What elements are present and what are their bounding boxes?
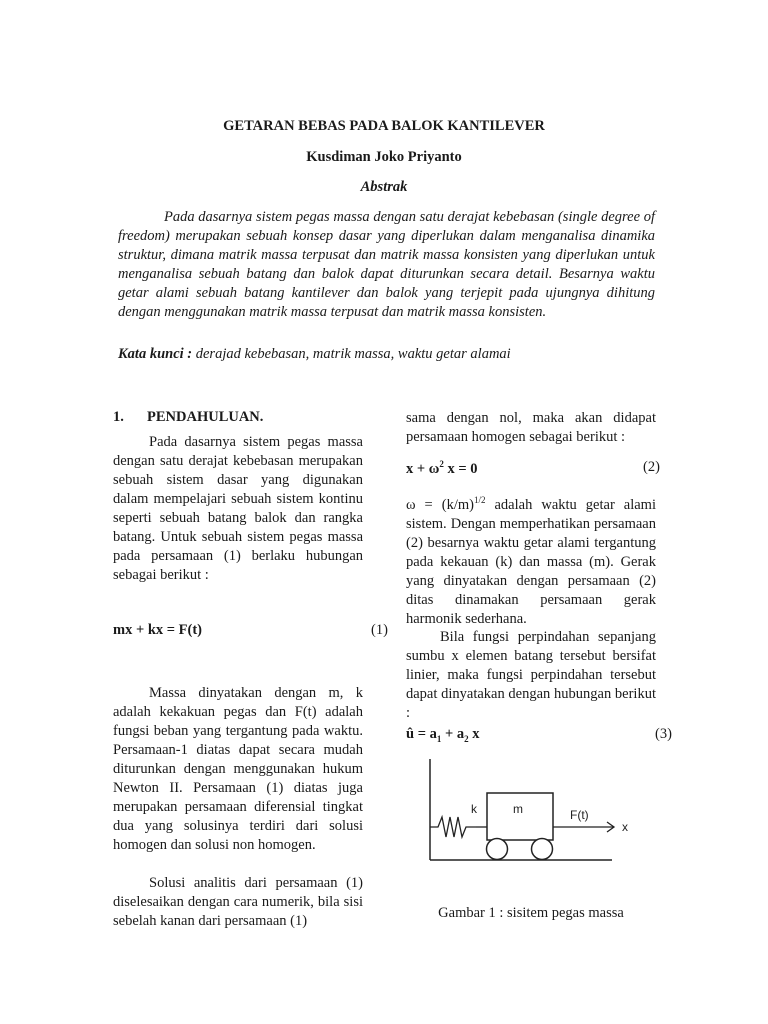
abstract-heading: Abstrak xyxy=(360,179,408,195)
section1-paragraph-1: Pada dasarnya sistem pegas massa dengan satu derajat kebebasan merupakan sebuah sistem dasar yang digunakan dalam mempelajari sebuah sistem kontinu seperti sebuah batang balok dan rangka batang. Untuk sebuah sistem pegas massa pada persamaan (1) berlaku hubungan sebagai berikut : xyxy=(113,434,363,583)
keywords xyxy=(118,346,655,363)
abstract-text: Pada dasarnya sistem pegas massa dengan satu derajat kebebasan (single degree of freedom) merupakan sebuah konsep dasar yang diperlukan dalam menganalisa dinamika struktur, dimana matrik massa terpusat dan matrik massa konsisten yang diperlukan untuk menganalisa sebuah batang dan balok dapat diturunkan secara detail. Besarnya waktu getar alami sebuah batang kantilever dan balok yang terjepit pada ujungnya dihitung dengan menggunakan matrik massa terpusat dan matrik massa konsisten. xyxy=(118,209,655,320)
spring xyxy=(430,817,476,837)
section1-paragraph-3: Solusi analitis dari persamaan (1) diselesaikan dengan cara numerik, bila sisi sebelah kanan dari persamaan (1) xyxy=(113,875,363,929)
force-label: F(t) xyxy=(570,808,589,822)
mass-block xyxy=(487,793,553,840)
equation-3-number: (3) xyxy=(655,726,672,742)
keywords-label: Kata kunci : xyxy=(118,346,193,362)
equation-2: $x + \omega^2$ x = 0 xyxy=(406,459,478,477)
section-title: PENDAHULUAN. xyxy=(147,409,264,425)
right-paragraph-2: $\omega = (k/m)^{1/2}$ adalah waktu getar alami sistem. Dengan memperhatikan persamaan (2) besarnya waktu getar alami tergantung pada kekauan (k) dan massa (m). Gerak yang dinyatakan dengan persamaan (2) ditas dinamakan persamaan gerak harmonik sederhana. xyxy=(406,495,656,627)
paper-title: GETARAN BEBAS PADA BALOK KANTILEVER xyxy=(223,118,545,134)
spring-label: k xyxy=(471,802,477,816)
equation-1-number: (1) xyxy=(371,622,388,638)
paper-author: Kusdiman Joko Priyanto xyxy=(306,149,462,165)
equation-1: mx + kx = F(t) xyxy=(113,622,203,638)
section1-paragraph-2: Massa dinyatakan dengan m, k adalah kekakuan pegas dan F(t) adalah fungsi beban yang tergantung pada waktu. Persamaan-1 diatas dapat secara mudah diturunkan dengan menggunakan hukum Newton II. Persamaan (1) diatas juga merupakan persamaan diferensial tingkat dua yang solusinya terdiri dari solusi homogen dan solusi non homogen. xyxy=(113,685,363,853)
wheel-left xyxy=(487,839,508,860)
right-paragraph-1: sama dengan nol, maka akan didapat persamaan homogen sebagai berikut : xyxy=(406,410,656,445)
mass-label: m xyxy=(513,802,523,816)
equation-3: û = $a_1 + a_2$ x xyxy=(406,726,480,744)
axis-label: x xyxy=(622,820,628,834)
equation-2-number: (2) xyxy=(643,459,660,475)
right-paragraph-3: Bila fungsi perpindahan sepanjang sumbu x elemen batang tersebut bersifat linier, maka fungsi perpindahan tersebut dapat dinyatakan dengan hubungan berikut : xyxy=(406,629,656,721)
wheel-right xyxy=(532,839,553,860)
section-number: 1. xyxy=(113,409,124,425)
keywords-text: derajad kebebasan, matrik massa, waktu getar alamai xyxy=(192,346,511,362)
spring-mass-figure xyxy=(420,755,660,870)
section-heading xyxy=(113,409,263,426)
figure-caption: Gambar 1 : sisitem pegas massa xyxy=(438,905,624,921)
